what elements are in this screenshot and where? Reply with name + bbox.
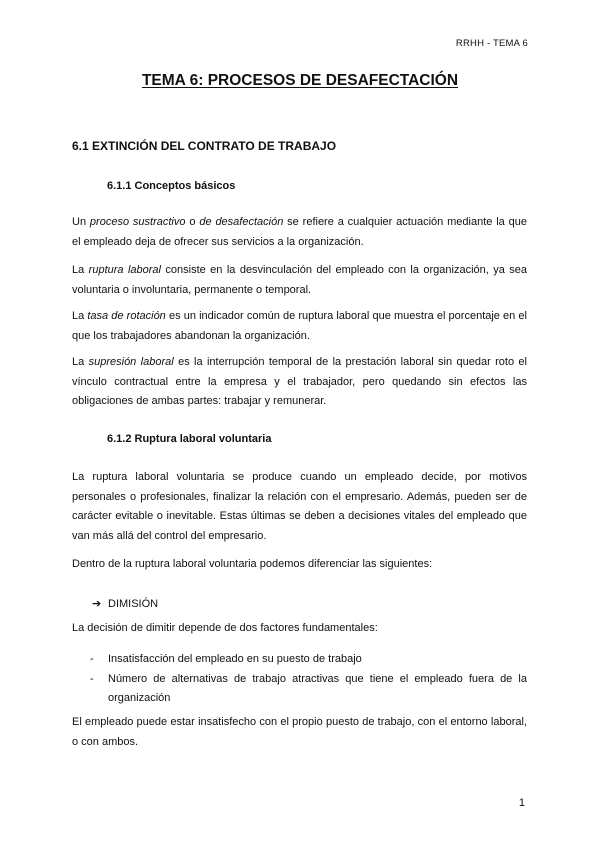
term-tasa-rotacion: tasa de rotación xyxy=(87,310,166,322)
page-title: TEMA 6: PROCESOS DE DESAFECTACIÓN xyxy=(141,72,459,89)
paragraph-decision-dimitir: La decisión de dimitir depende de dos factores fundamentales: xyxy=(72,622,378,634)
page-number: 1 xyxy=(518,797,525,809)
term-supresion-laboral: supresión laboral xyxy=(88,356,174,368)
dash-bullet: - xyxy=(90,672,94,685)
paragraph-supresion-laboral: La supresión laboral es la interrupción temporal de la prestación laboral sin quedar roto el vínculo contractual entre la empresa y el trabajador, pero quedando sin efectos las obligaciones de ambas partes: trabajar y remunerar. xyxy=(72,356,527,407)
paragraph-proceso-sustractivo: Un proceso sustractivo o de desafectación se refiere a cualquier actuación mediante la que el empleado deja de ofrecer sus servicios a la organización. xyxy=(72,216,528,248)
list-item: - Insatisfacción del empleado en su puesto de trabajo xyxy=(72,650,527,670)
term-ruptura-laboral: ruptura laboral xyxy=(88,264,161,276)
list-item-dimision xyxy=(92,597,158,610)
term-proceso-sustractivo: proceso sustractivo xyxy=(89,216,186,228)
section-heading-6-1: 6.1 EXTINCIÓN DEL CONTRATO DE TRABAJO xyxy=(72,139,337,153)
list-item: - Número de alternativas de trabajo atractivas que tiene el empleado fuera de la organización xyxy=(72,670,527,709)
dimision-label: DIMISIÓN xyxy=(108,598,159,610)
subsection-heading-6-1-2: 6.1.2 Ruptura laboral voluntaria xyxy=(107,433,272,445)
paragraph-insatisfecho: El empleado puede estar insatisfecho con el propio puesto de trabajo, con el entorno laboral, o con ambos. xyxy=(72,716,527,748)
arrow-right-icon: ➔ xyxy=(92,598,102,610)
paragraph-ruptura-laboral: La ruptura laboral consiste en la desvinculación del empleado con la organización, ya sea voluntaria o involuntaria, permanente o temporal. xyxy=(72,264,528,296)
paragraph-tasa-rotacion: La tasa de rotación es un indicador común de ruptura laboral que muestra el porcentaje en el que los trabajadores abandonan la organización. xyxy=(72,310,527,342)
dash-bullet: - xyxy=(90,653,94,665)
factors-list xyxy=(72,650,527,709)
subsection-heading-6-1-1: 6.1.1 Conceptos básicos xyxy=(107,180,236,192)
paragraph-diferenciar: Dentro de la ruptura laboral voluntaria podemos diferenciar las siguientes: xyxy=(72,558,433,570)
paragraph-ruptura-voluntaria: La ruptura laboral voluntaria se produce cuando un empleado decide, por motivos personales o profesionales, finalizar la relación con el empresario. Además, pueden ser de carácter evitable o inevitable. Estas últimas se deben a decisiones vitales del empleado que van más allá del control del empresario. xyxy=(72,471,527,542)
term-desafectacion: de desafectación xyxy=(199,216,284,228)
running-header: RRHH - TEMA 6 xyxy=(455,38,528,49)
